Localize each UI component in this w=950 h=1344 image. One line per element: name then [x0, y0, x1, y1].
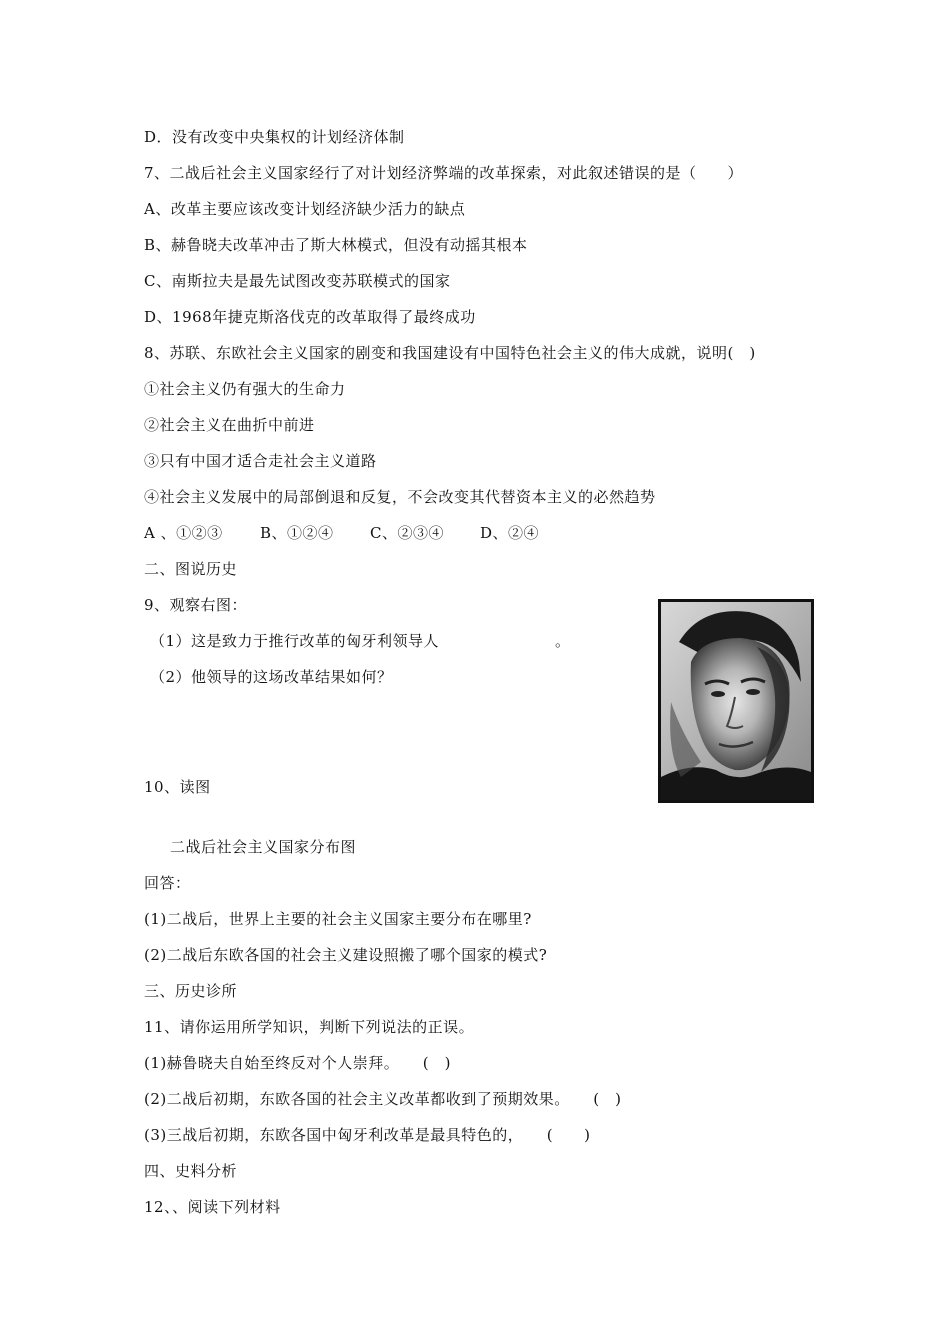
map-caption: 二战后社会主义国家分布图 — [170, 838, 357, 856]
section-2-heading: 二、图说历史 — [144, 560, 238, 578]
statement-2: ②社会主义在曲折中前进 — [144, 416, 315, 434]
question-7: 7、二战后社会主义国家经行了对计划经济弊端的改革探索，对此叙述错误的是（ ） — [144, 164, 744, 182]
statement-1: ①社会主义仍有强大的生命力 — [144, 380, 346, 398]
question-9: 9、观察右图： — [144, 596, 248, 614]
option-b-q7: B、赫鲁晓夫改革冲击了斯大林模式，但没有动摇其根本 — [144, 236, 528, 254]
statement-4: ④社会主义发展中的局部倒退和反复，不会改变其代替资本主义的必然趋势 — [144, 488, 656, 506]
options-q8 — [144, 523, 539, 543]
question-8: 8、苏联、东欧社会主义国家的剧变和我国建设有中国特色社会主义的伟大成就，说明( ) — [144, 344, 756, 362]
leader-portrait-image — [658, 599, 814, 803]
question-10: 10、读图 — [144, 778, 211, 796]
question-12: 12、、阅读下列材料 — [144, 1198, 281, 1216]
option-a-q7: A、改革主要应该改变计划经济缺少活力的缺点 — [144, 200, 466, 218]
answer-label: 回答： — [144, 874, 191, 892]
option-b-q8: B、①②④ — [260, 524, 334, 542]
option-d-q8: D、②④ — [480, 524, 540, 542]
option-d-q7: D、1968年捷克斯洛伐克的改革取得了最终成功 — [144, 308, 476, 326]
option-d-q6: D．没有改变中央集权的计划经济体制 — [144, 128, 405, 146]
question-11-part-3: (3)三战后初期，东欧各国中匈牙利改革是最具特色的， ( ) — [144, 1126, 591, 1144]
section-4-heading: 四、史料分析 — [144, 1162, 238, 1180]
question-10-part-2: (2)二战后东欧各国的社会主义建设照搬了哪个国家的模式? — [144, 946, 548, 964]
question-11-part-1: (1)赫鲁晓夫自始至终反对个人崇拜。 ( ) — [144, 1054, 451, 1072]
option-a-q8: A 、①②③ — [144, 524, 223, 542]
question-9-part-1-end: 。 — [555, 632, 571, 650]
question-11-part-2: (2)二战后初期，东欧各国的社会主义改革都收到了预期效果。 ( ) — [144, 1090, 622, 1108]
statement-3: ③只有中国才适合走社会主义道路 — [144, 452, 377, 470]
question-9-part-1: （1）这是致力于推行改革的匈牙利领导人 — [150, 632, 440, 650]
section-3-heading: 三、历史诊所 — [144, 982, 238, 1000]
question-10-part-1: (1)二战后，世界上主要的社会主义国家主要分布在哪里? — [144, 910, 532, 928]
question-11: 11、请你运用所学知识，判断下列说法的正误。 — [144, 1018, 475, 1036]
question-9-part-2: （2）他领导的这场改革结果如何？ — [150, 668, 393, 686]
option-c-q8: C、②③④ — [370, 524, 444, 542]
option-c-q7: C、南斯拉夫是最先试图改变苏联模式的国家 — [144, 272, 451, 290]
